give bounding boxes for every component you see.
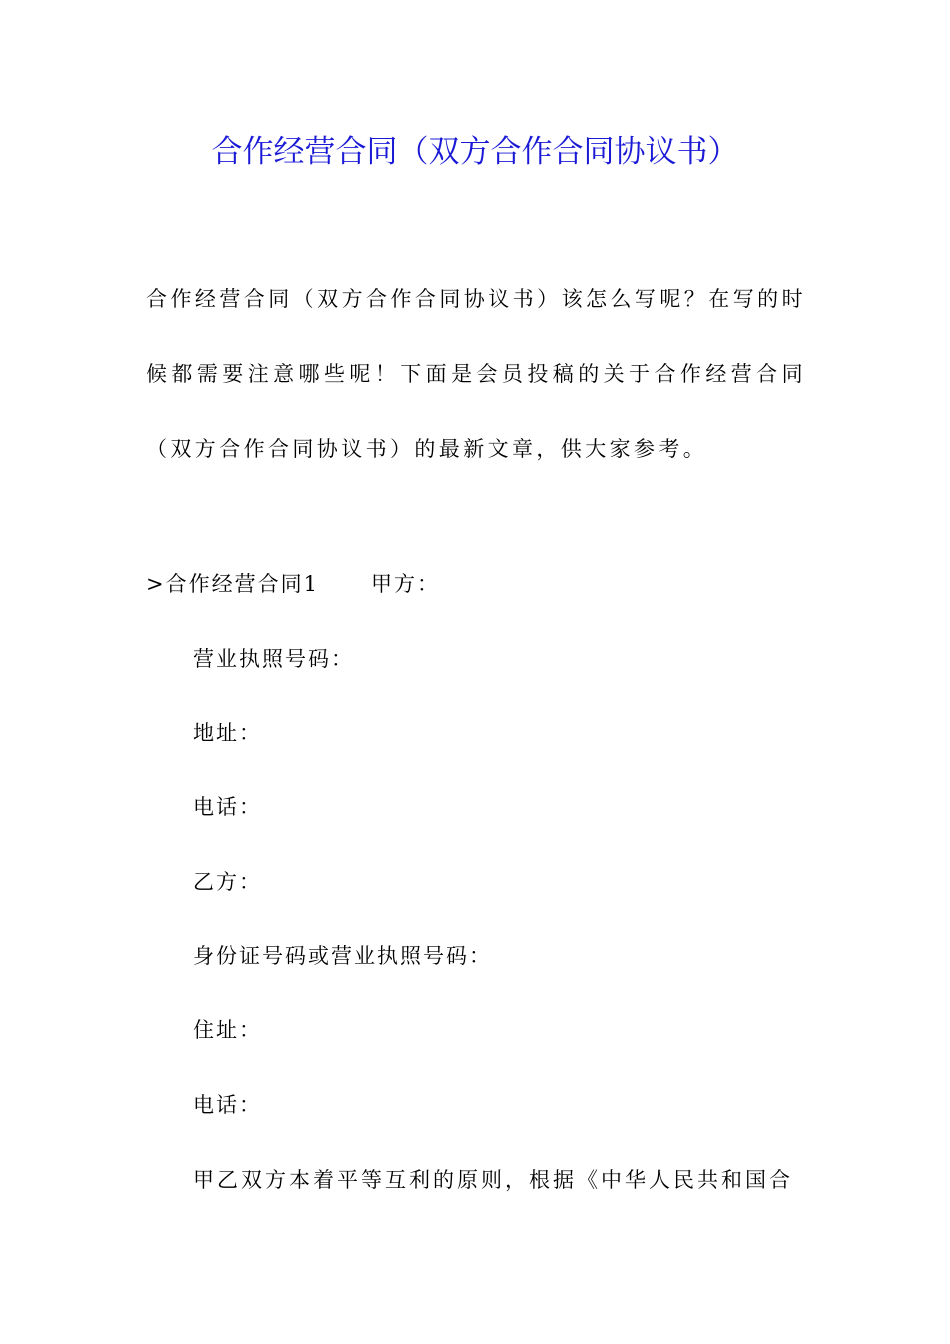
- field-phone-a: 电话：: [193, 795, 262, 819]
- intro-paragraph: 合作经营合同（双方合作合同协议书）该怎么写呢？在写的时候都需要注意哪些呢！下面是会员投稿的关于合作经营合同（双方合作合同协议书）的最新文章，供大家参考。: [146, 287, 806, 461]
- field-business-license: 营业执照号码：: [193, 647, 354, 671]
- field-party-b: 乙方：: [193, 870, 262, 894]
- field-address: 地址：: [193, 721, 262, 745]
- section-heading: >合作经营合同1: [146, 572, 319, 596]
- body-paragraph: 甲乙双方本着平等互利的原则，根据《中华人民共和国合: [193, 1168, 793, 1192]
- party-a-label: 甲方：: [370, 572, 440, 596]
- section-heading-line: [146, 564, 440, 604]
- field-residence: 住址：: [193, 1018, 262, 1042]
- field-phone-b: 电话：: [193, 1093, 262, 1117]
- field-id-or-license: 身份证号码或营业执照号码：: [193, 944, 492, 968]
- document-title: 合作经营合同（双方合作合同协议书）: [211, 134, 739, 170]
